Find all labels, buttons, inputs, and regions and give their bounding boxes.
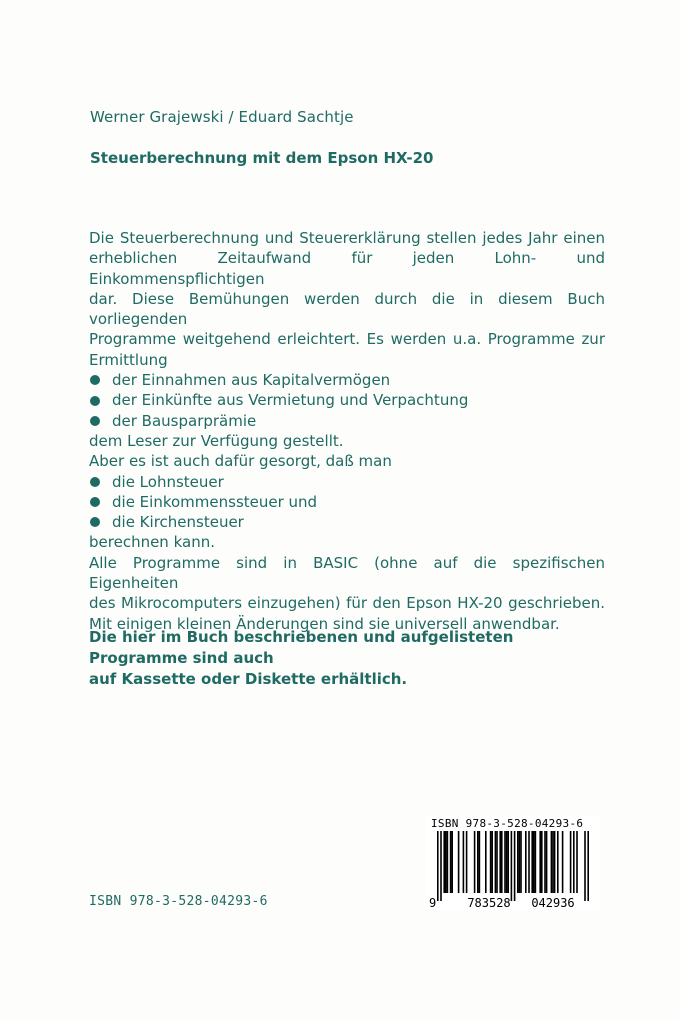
barcode-bar <box>539 831 541 893</box>
barcode-graphic <box>425 831 600 910</box>
list-item: der Einnahmen aus Kapitalvermögen <box>89 370 605 390</box>
barcode-bar <box>501 831 503 893</box>
barcode-bar <box>499 831 501 893</box>
barcode-bar <box>528 831 530 893</box>
authors: Werner Grajewski / Eduard Sachtje <box>90 108 354 126</box>
barcode-bar <box>570 831 572 893</box>
isbn-text: ISBN 978-3-528-04293-6 <box>89 894 268 909</box>
note-line: Die hier im Buch beschriebenen und aufgelisteten Programme sind auch <box>89 628 514 667</box>
barcode-bar <box>511 831 513 901</box>
list-item: die Kirchensteuer <box>89 512 605 532</box>
barcode-bar <box>447 831 449 893</box>
barcode-isbn-label: ISBN 978-3-528-04293-6 <box>431 817 584 830</box>
closing-line: Alle Programme sind in BASIC (ohne auf die spezifischen Eigenheiten <box>89 553 605 593</box>
barcode-bar <box>562 831 564 893</box>
barcode-bar <box>541 831 543 893</box>
intro-line: Programme weitgehend erleichtert. Es werden u.a. Programme zur <box>89 330 605 349</box>
list-item: der Bausparprämie <box>89 411 605 431</box>
barcode-bar <box>557 831 559 893</box>
intro-line: dar. Diese Bemühungen werden durch die in diesem Buch vorliegenden <box>89 289 605 329</box>
barcode-first-digit: 9 <box>429 896 437 910</box>
barcode-bar <box>477 831 479 893</box>
barcode-bar <box>440 831 442 901</box>
barcode-bar <box>479 831 481 893</box>
barcode-bar <box>531 831 533 893</box>
barcode-left-digits: 783528 <box>467 896 511 910</box>
barcode-bar <box>507 831 509 893</box>
barcode-right-digits: 042936 <box>531 896 575 910</box>
list-item: der Einkünfte aus Vermietung und Verpachtung <box>89 390 605 410</box>
barcode-bar <box>485 831 487 893</box>
barcode-bar <box>474 831 476 893</box>
intro-line: erheblichen Zeitaufwand für jeden Lohn- und Einkommenspflichtigen <box>89 249 605 288</box>
barcode-bar <box>535 831 537 893</box>
availability-note <box>89 627 605 690</box>
barcode-bar <box>519 831 521 893</box>
intro-line: Ermittlung <box>89 350 168 369</box>
description <box>89 228 605 634</box>
barcode-bar <box>517 831 519 893</box>
barcode-bar <box>546 831 548 893</box>
book-title: Steuerberechnung mit dem Epson HX-20 <box>90 149 434 167</box>
note-line: auf Kassette oder Diskette erhältlich. <box>89 670 408 688</box>
bullet-icon <box>90 396 100 406</box>
barcode-bar <box>496 831 498 893</box>
barcode-bar <box>466 831 468 893</box>
barcode-bar <box>584 831 586 901</box>
barcode-bar <box>506 831 508 893</box>
paragraph-line: Aber es ist auch dafür gesorgt, daß man <box>89 452 392 471</box>
barcode-bar <box>514 831 516 901</box>
barcode-bar <box>445 831 447 893</box>
barcode-bar <box>544 831 546 893</box>
barcode-bar <box>490 831 492 893</box>
barcode-bar <box>491 831 493 893</box>
bullet-icon <box>90 375 100 385</box>
bullet-icon <box>90 497 100 507</box>
list-item: die Lohnsteuer <box>89 472 605 492</box>
barcode-bar <box>587 831 589 901</box>
barcode-bar <box>504 831 506 893</box>
barcode-bar <box>443 831 445 893</box>
barcode-bar <box>463 831 465 893</box>
barcode-bar <box>520 831 522 893</box>
list-item: die Einkommenssteuer und <box>89 492 605 512</box>
barcode-bars <box>437 831 589 901</box>
barcode <box>425 815 600 910</box>
paragraph-line: dem Leser zur Verfügung gestellt. <box>89 431 344 450</box>
barcode-bar <box>450 831 452 893</box>
barcode-bar <box>552 831 554 893</box>
barcode-bar <box>525 831 527 893</box>
barcode-bar <box>458 831 460 893</box>
bullet-icon <box>90 477 100 487</box>
barcode-bar <box>576 831 578 893</box>
closing-line: Mit einigen kleinen Änderungen sind sie universell anwendbar. <box>89 614 560 633</box>
barcode-bar <box>437 831 439 901</box>
intro-line: Die Steuerberechnung und Steuererklärung stellen jedes Jahr einen <box>89 229 605 247</box>
barcode-bar <box>573 831 575 893</box>
barcode-bar <box>533 831 535 893</box>
closing-line: des Mikrocomputers einzugehen) für den Epson HX-20 geschrieben. <box>89 594 605 613</box>
barcode-bar <box>554 831 556 893</box>
barcode-bar <box>551 831 553 893</box>
bullet-icon <box>90 517 100 527</box>
barcode-bar <box>451 831 453 893</box>
bullet-icon <box>90 416 100 426</box>
barcode-bar <box>495 831 497 893</box>
paragraph-line: berechnen kann. <box>89 533 215 552</box>
